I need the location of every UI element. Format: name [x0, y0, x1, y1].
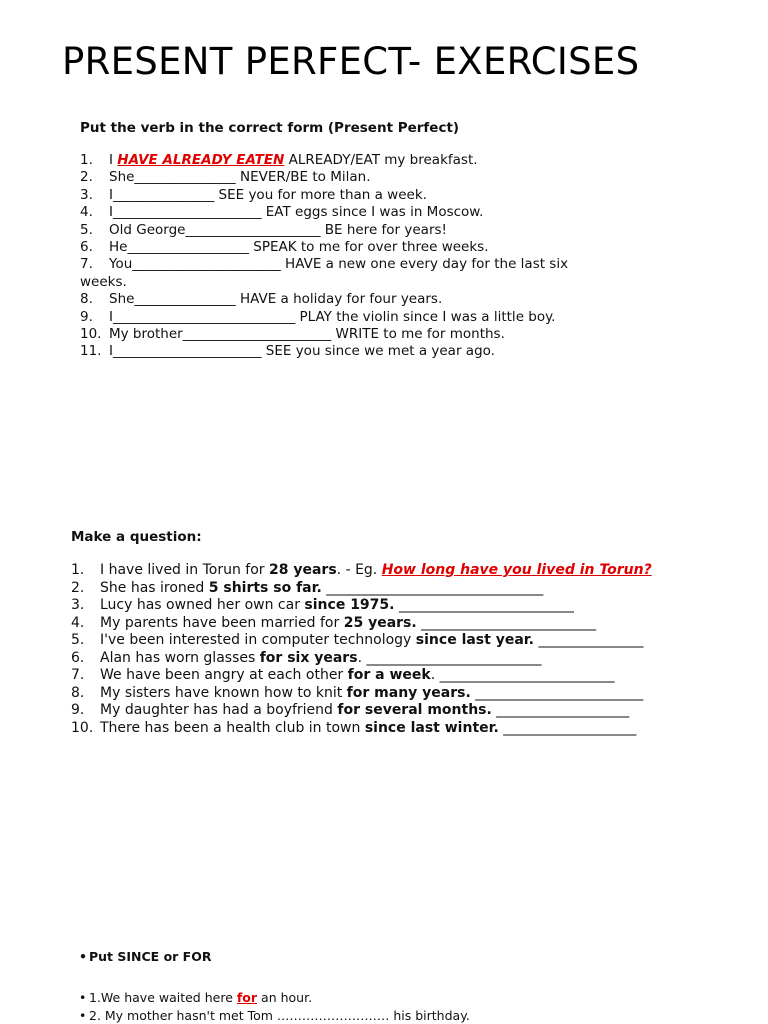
item-text: [100, 685, 643, 703]
item-text-bold: since 1975.: [304, 597, 395, 613]
item-text-c: . _________________________: [357, 649, 542, 666]
section2-list: [71, 562, 691, 737]
item-text-c: _________________________: [394, 597, 574, 613]
item-number: 3.: [80, 186, 93, 203]
list-item: [71, 702, 691, 720]
bullet-icon: •: [79, 990, 87, 1005]
item-text: 2. My mother hasn't met Tom ……………………… his birthday.: [89, 1007, 470, 1023]
item-text: [100, 632, 643, 650]
item-text-bold: 28 years: [269, 562, 337, 578]
item-number: 1.: [80, 152, 93, 168]
item-text: [100, 615, 596, 633]
item-text-a: Alan has worn glasses: [100, 649, 260, 666]
list-item: [71, 667, 691, 685]
item-text-post: an hour.: [257, 990, 313, 1005]
item-number: 2.: [71, 579, 85, 596]
item-text: You______________________ HAVE a new one every day for the last six: [109, 256, 569, 273]
item-number: 9.: [71, 702, 85, 718]
list-item: [79, 989, 470, 1007]
item-text: My brother______________________ WRITE to me for months.: [109, 326, 505, 343]
item-text-c: . _________________________: [430, 667, 615, 683]
list-item: [80, 343, 640, 360]
item-text-pre: I: [109, 152, 118, 168]
bullet-icon: •: [79, 1007, 87, 1023]
list-item: [71, 632, 691, 650]
item-number: 6.: [71, 649, 85, 666]
item-text: [100, 580, 543, 598]
item-text-a: My daughter has had a boyfriend: [100, 702, 338, 718]
item-text-continuation: weeks.: [80, 273, 127, 290]
item-number: 5.: [71, 632, 85, 648]
item-text-pre: 1.We have waited here: [89, 990, 237, 1005]
item-text-a: Lucy has owned her own car: [100, 597, 305, 613]
item-text: I_______________ SEE you for more than a week.: [109, 186, 427, 203]
item-text-bold: for many years.: [346, 684, 471, 701]
item-text-a: My parents have been married for: [100, 614, 344, 631]
item-text: [100, 650, 541, 668]
section3-list: [79, 989, 470, 1024]
item-text: I______________________ SEE you since we met a year ago.: [109, 343, 495, 360]
list-item: [80, 309, 640, 326]
item-text-c: _______________: [534, 632, 644, 648]
item-text: I______________________ EAT eggs since I was in Moscow.: [109, 204, 484, 221]
item-number: 7.: [71, 667, 85, 683]
item-text: She_______________ NEVER/BE to Milan.: [109, 169, 371, 186]
item-number: 4.: [71, 614, 85, 631]
item-number: 6.: [80, 239, 93, 256]
item-text-bold: for several months.: [337, 702, 492, 718]
item-text-a: She has ironed: [100, 579, 209, 596]
section2-heading: Make a question:: [71, 529, 202, 545]
item-number: 8.: [71, 684, 85, 701]
item-number: 5.: [80, 221, 93, 238]
item-text: [100, 720, 636, 738]
item-text-a: There has been a health club in town: [100, 719, 365, 736]
item-number: 2.: [80, 169, 93, 186]
item-number: 7.: [80, 256, 93, 273]
list-item: [79, 1007, 470, 1024]
item-text-bold: 5 shirts so far.: [208, 579, 322, 596]
example-answer: for: [236, 990, 258, 1005]
item-text-post: ALREADY/EAT my breakfast.: [284, 152, 478, 168]
item-text-a: My sisters have known how to knit: [100, 684, 347, 701]
list-item: [80, 291, 640, 308]
item-text: [100, 667, 615, 685]
item-text: [109, 152, 640, 169]
item-number: 10.: [71, 719, 94, 736]
item-text: [100, 597, 574, 615]
list-item: [71, 615, 691, 633]
example-answer: How long have you lived in Torun?: [381, 562, 652, 578]
section1-list: [80, 152, 640, 361]
list-item: [71, 597, 691, 615]
item-text-bold: 25 years.: [343, 614, 417, 631]
list-item: [80, 204, 640, 221]
page-title: PRESENT PERFECT- EXERCISES: [62, 40, 640, 83]
list-item: [71, 685, 691, 703]
list-item: [80, 222, 640, 239]
list-item: [71, 580, 691, 598]
item-number: 8.: [80, 291, 93, 308]
item-text: Old George____________________ BE here for years!: [109, 221, 447, 238]
item-number: 10.: [80, 326, 102, 343]
item-text: [100, 562, 652, 580]
list-item: [71, 562, 691, 580]
item-number: 1.: [71, 562, 85, 578]
item-text-c: . - Eg.: [336, 562, 382, 578]
item-text-bold: for six years: [259, 649, 358, 666]
item-number: 4.: [80, 204, 93, 221]
item-text-c: ________________________: [470, 684, 644, 701]
list-item: [80, 152, 640, 169]
item-text-a: I have lived in Torun for: [100, 562, 269, 578]
section3-heading-text: Put SINCE or FOR: [89, 949, 212, 964]
item-text-a: We have been angry at each other: [100, 667, 348, 683]
list-item: [71, 720, 691, 738]
item-text: [100, 702, 629, 720]
item-text-c: ___________________: [491, 702, 630, 718]
list-item: [80, 169, 640, 186]
item-number: 3.: [71, 597, 85, 613]
item-text: He__________________ SPEAK to me for over three weeks.: [109, 239, 489, 256]
item-number: 9.: [80, 308, 93, 325]
item-text-bold: for a week: [347, 667, 431, 683]
list-item-continuation: [80, 274, 640, 291]
item-text-c: _______________________________: [321, 579, 544, 596]
section1-heading: Put the verb in the correct form (Present Perfect): [80, 120, 460, 136]
item-number: 11.: [80, 343, 102, 360]
item-text-a: I've been interested in computer technology: [100, 632, 416, 648]
item-text: I___________________________ PLAY the violin since I was a little boy.: [109, 308, 556, 325]
bullet-icon: •: [79, 949, 87, 964]
item-text-c: ___________________: [498, 719, 637, 736]
list-item: [80, 256, 640, 273]
list-item: [80, 239, 640, 256]
list-item: [80, 326, 640, 343]
example-answer: HAVE ALREADY EATEN: [117, 152, 285, 168]
item-text-bold: since last year.: [415, 632, 535, 648]
item-text: She_______________ HAVE a holiday for four years.: [109, 291, 443, 308]
section3-heading: [79, 949, 211, 964]
item-text-c: _________________________: [416, 614, 597, 631]
list-item: [80, 187, 640, 204]
list-item: [71, 650, 691, 668]
item-text-bold: since last winter.: [364, 719, 499, 736]
